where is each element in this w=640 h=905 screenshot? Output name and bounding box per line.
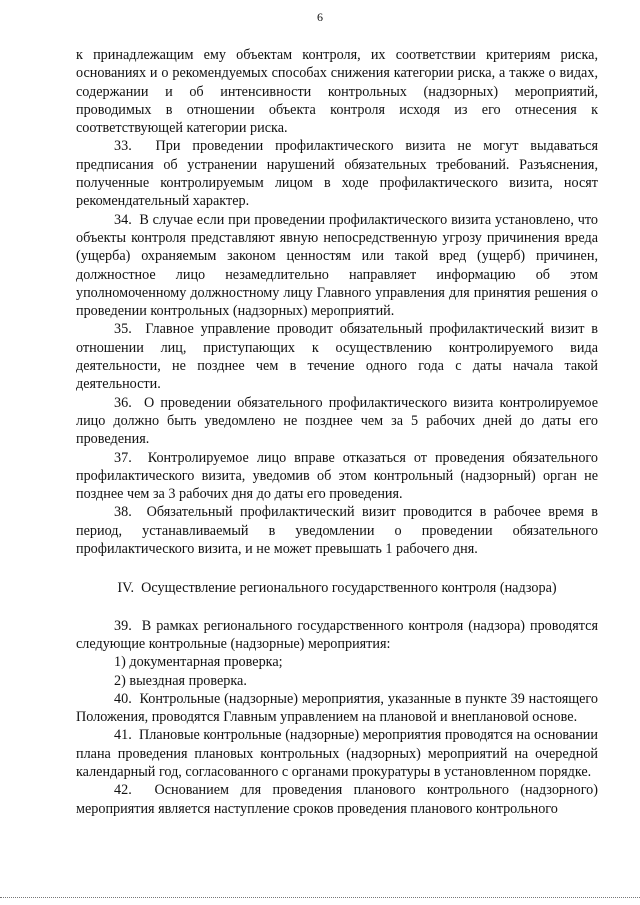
paragraph: 38. Обязательный профилактический визит проводится в рабочее время в период, устанавливаемый в уведомлении о проведении обязательного профилактического визита, и не может превышать 1 рабочего дня.	[76, 504, 598, 558]
page-number: 6	[317, 10, 323, 24]
list-item: 2) выездная проверка.	[114, 672, 247, 689]
paragraph: 34. В случае если при проведении профилактического визита установлено, что объекты контроля представляют явную непосредственную угрозу причинения вреда (ущерба) охраняемым законом ценностям или такой вред (ущерб) причинен, должностное лицо незамедлительно направляет информацию об этом уполномоченному должностному лицу Главного управления для принятия решения о проведении контрольных (надзорных) мероприятий.	[76, 211, 598, 320]
paragraph: 36. О проведении обязательного профилактического визита контролируемое лицо должно быть уведомлено не позднее чем за 5 рабочих дней до даты его проведения.	[76, 394, 598, 448]
scan-edge-line	[0, 897, 640, 898]
paragraphs-before-section	[76, 46, 598, 558]
section-heading-iv: IV. Осуществление регионального государственного контроля (надзора)	[117, 580, 557, 597]
paragraph: 40. Контрольные (надзорные) мероприятия, указанные в пункте 39 настоящего Положения, проводятся Главным управлением на плановой и внеплановой основе.	[76, 690, 598, 726]
paragraphs-after-section	[76, 617, 598, 818]
paragraph: 41. Плановые контрольные (надзорные) мероприятия проводятся на основании плана проведения плановых контрольных (надзорных) мероприятий на очередной календарный год, согласованного с органами прокуратуры в установленном порядке.	[76, 727, 598, 780]
paragraph: к принадлежащим ему объектам контроля, их соответствии критериям риска, основаниях и о рекомендуемых способах снижения категории риска, а также о видах, содержании и об интенсивности контрольных (надзорных) мероприятий, проводимых в отношении объекта контроля исходя из его отнесения к соответствующей категории риска.	[76, 47, 598, 137]
document-body	[76, 46, 598, 818]
paragraph: 35. Главное управление проводит обязательный профилактический визит в отношении лиц, приступающих к осуществлению контролируемого вида деятельности, не позднее чем в течение одного года с даты начала такой деятельности.	[76, 321, 598, 393]
list-item: 1) документарная проверка;	[114, 654, 283, 671]
paragraph: 39. В рамках регионального государственного контроля (надзора) проводятся следующие контрольные (надзорные) мероприятия:	[76, 617, 598, 652]
paragraph: 37. Контролируемое лицо вправе отказаться от проведения обязательного профилактического визита, уведомив об этом контрольный (надзорный) орган не позднее чем за 3 рабочих дня до даты его проведения.	[76, 449, 598, 503]
paragraph: 42. Основанием для проведения планового контрольного (надзорного) мероприятия является наступление сроков проведения планового контрольного	[76, 782, 598, 817]
paragraph: 33. При проведении профилактического визита не могут выдаваться предписания об устранении нарушений обязательных требований. Разъяснения, полученные контролируемым лицом в ходе профилактического визита, носят рекомендательный характер.	[76, 138, 598, 210]
